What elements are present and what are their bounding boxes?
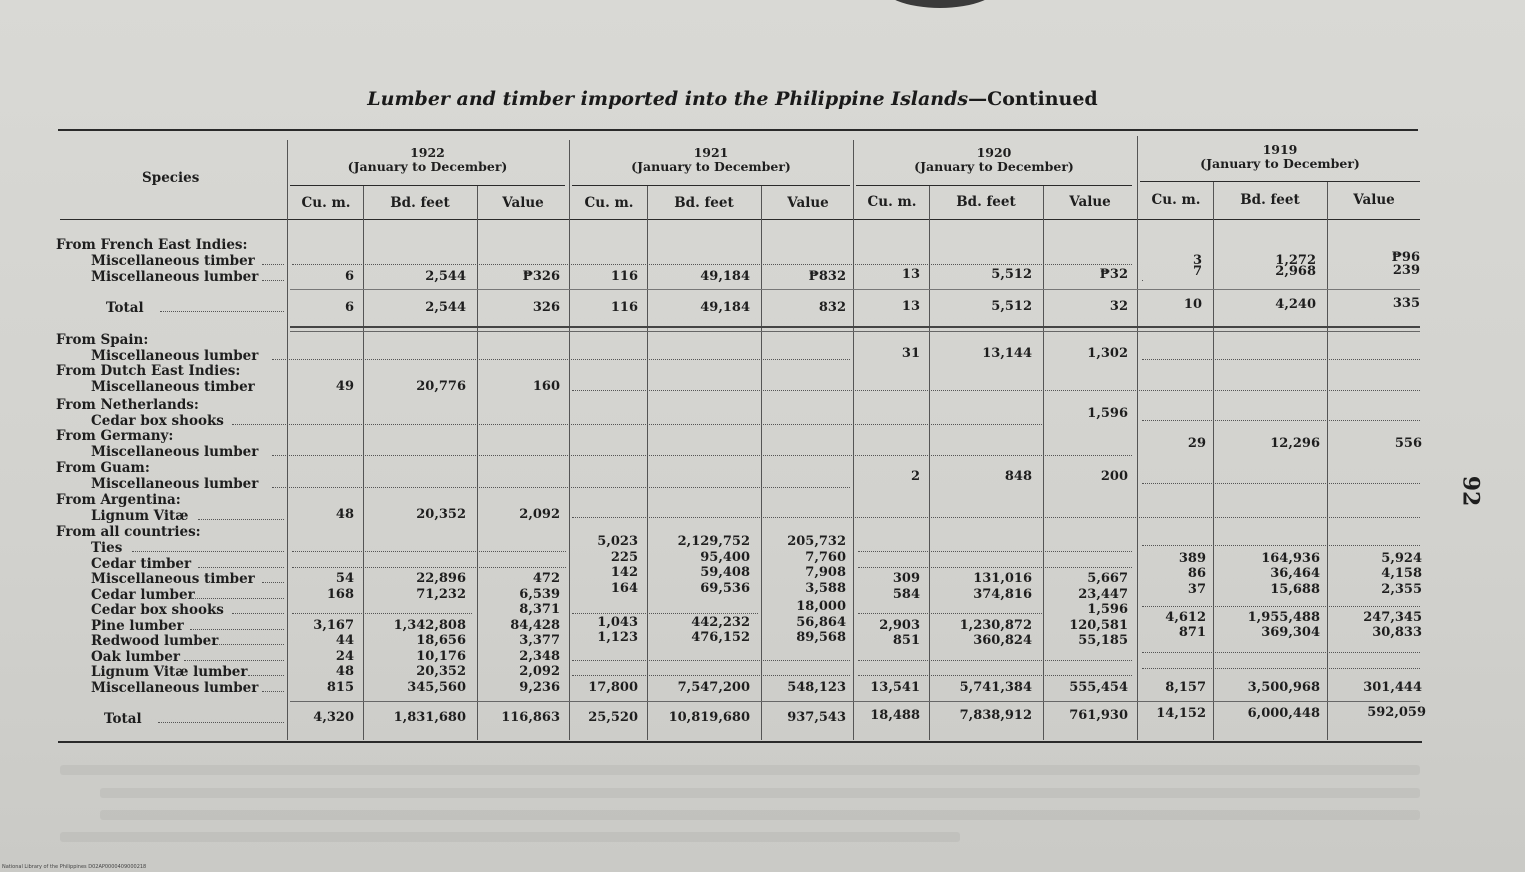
cell: 5,512	[991, 267, 1032, 282]
cell: 1,230,872	[959, 618, 1032, 633]
col-rule	[761, 186, 762, 740]
subhead-bd-1919: Bd. feet	[1240, 192, 1300, 208]
subhead-cu-1922: Cu. m.	[301, 195, 351, 211]
leader-dots	[132, 551, 284, 552]
cell: 4,612	[1165, 610, 1206, 625]
cell: 1,302	[1087, 346, 1128, 361]
cell: 84,428	[510, 618, 560, 633]
year-1920	[856, 146, 1132, 174]
leader-dots	[572, 675, 850, 676]
group-dutch: From Dutch East Indies:	[56, 363, 241, 379]
cell: 584	[892, 587, 920, 602]
leader-dots	[262, 280, 284, 281]
cell: 851	[892, 633, 920, 648]
col-rule	[569, 140, 570, 740]
cell: 4,240	[1275, 297, 1316, 312]
cell: 472	[532, 571, 560, 586]
leader-dots	[858, 551, 1132, 552]
leader-dots	[190, 598, 284, 599]
cell: 548,123	[787, 680, 846, 695]
cell: 54	[335, 571, 354, 586]
title-main: Lumber and timber imported into the Philippine Islands	[367, 88, 969, 110]
cell: 160	[532, 379, 560, 394]
cell: 120,581	[1069, 618, 1128, 633]
cell: 556	[1394, 436, 1422, 451]
cell: 142	[610, 565, 638, 580]
cell: 48	[335, 664, 354, 679]
row-label: Lignum Vitæ lumber	[91, 664, 248, 680]
cell: 2,544	[425, 269, 466, 284]
leader-dots	[292, 613, 472, 614]
cell: 7,547,200	[677, 680, 750, 695]
cell: 116	[610, 300, 638, 315]
cell: 13	[901, 299, 920, 314]
leader-dots	[858, 675, 1132, 676]
cell: 5,741,384	[959, 680, 1032, 695]
cell: 369,304	[1261, 625, 1320, 640]
leader-dots	[858, 613, 1044, 614]
subhead-bd-1920: Bd. feet	[956, 194, 1016, 210]
cell: 2,129,752	[677, 534, 750, 549]
row-label-total: Total	[106, 300, 144, 316]
cell: 6,000,448	[1247, 706, 1320, 721]
leader-dots	[858, 660, 1132, 661]
group-argentina: From Argentina:	[56, 492, 181, 508]
cell: 3	[1192, 253, 1202, 268]
leader-dots	[1142, 606, 1420, 607]
cell: 815	[326, 680, 354, 695]
year-1921	[572, 146, 850, 174]
cell: 2,968	[1275, 264, 1316, 279]
cell: 116,863	[501, 710, 560, 725]
row-label: Lignum Vitæ	[91, 508, 189, 524]
cell: 7,838,912	[959, 708, 1032, 723]
cell: ₱32	[1099, 267, 1128, 282]
cell: ₱832	[808, 269, 846, 284]
col-rule	[1213, 182, 1214, 740]
cell: 360,824	[973, 633, 1032, 648]
col-rule	[287, 140, 288, 740]
leader-dots	[1142, 420, 1420, 421]
cell: 832	[818, 300, 846, 315]
leader-dots	[248, 675, 284, 676]
row-label: Miscellaneous timber	[91, 253, 255, 269]
cell: 442,232	[691, 615, 750, 630]
leader-dots	[216, 644, 284, 645]
cell: 937,543	[787, 710, 846, 725]
cell: 200	[1100, 469, 1128, 484]
cell: 476,152	[691, 630, 750, 645]
cell: 5,023	[597, 534, 638, 549]
col-rule	[1043, 186, 1044, 740]
year-rule-1921	[572, 185, 850, 186]
table-title	[0, 88, 1465, 110]
cell: 44	[335, 633, 354, 648]
cell: 86	[1187, 566, 1206, 581]
cell: 3,167	[313, 618, 354, 633]
leader-dots	[262, 582, 284, 583]
cell: 5,667	[1087, 571, 1128, 586]
row-label: Cedar timber	[91, 556, 192, 572]
leader-dots	[262, 691, 284, 692]
col-rule	[647, 186, 648, 740]
cell: 18,488	[870, 708, 920, 723]
cell: 13	[901, 267, 920, 282]
cell: 15,688	[1270, 582, 1320, 597]
row-label: Miscellaneous timber	[91, 379, 255, 395]
leader-dots	[572, 390, 1420, 391]
leader-dots	[160, 311, 284, 312]
subhead-bd-1921: Bd. feet	[674, 195, 734, 211]
year-label: 1922	[410, 145, 445, 160]
cell: 164,936	[1261, 551, 1320, 566]
subhead-val-1919: Value	[1353, 192, 1395, 208]
cell: 49,184	[700, 269, 750, 284]
leader-dots	[1142, 280, 1143, 281]
leader-dots	[1142, 652, 1420, 653]
cell: 2,544	[425, 300, 466, 315]
row-label: Miscellaneous lumber	[91, 269, 259, 285]
cell: 10	[1183, 297, 1202, 312]
cell: 5,512	[991, 299, 1032, 314]
cell: 2,903	[879, 618, 920, 633]
cell: 761,930	[1069, 708, 1128, 723]
row-label: Miscellaneous lumber	[91, 476, 259, 492]
period-label: (January to December)	[1200, 156, 1360, 171]
cell: 247,345	[1363, 610, 1422, 625]
cell: 36,464	[1270, 566, 1320, 581]
cell: 6	[344, 300, 354, 315]
cell: 1,272	[1275, 253, 1316, 268]
group-french: From French East Indies:	[56, 237, 248, 253]
cell: 20,776	[416, 379, 466, 394]
cell: 3,588	[805, 581, 846, 596]
cell: 30,833	[1372, 625, 1422, 640]
row-label: Cedar lumber	[91, 587, 195, 603]
row-label: Cedar box shooks	[91, 413, 224, 429]
cell: 1,596	[1087, 602, 1128, 617]
year-1922	[290, 146, 565, 174]
row-label: Cedar box shooks	[91, 602, 224, 618]
col-rule	[1137, 136, 1138, 740]
cell: 168	[326, 587, 354, 602]
cell: 10,819,680	[668, 710, 750, 725]
subhead-val-1921: Value	[787, 195, 829, 211]
row-label: Miscellaneous lumber	[91, 680, 259, 696]
leader-dots	[184, 660, 284, 661]
col-rule	[1327, 182, 1328, 740]
cell: 20,352	[416, 507, 466, 522]
cell: 389	[1178, 551, 1206, 566]
row-label: Redwood lumber	[91, 633, 219, 649]
subhead-val-1920: Value	[1069, 194, 1111, 210]
leader-dots	[158, 722, 284, 723]
cell: 2,092	[519, 664, 560, 679]
cell: 89,568	[796, 630, 846, 645]
leader-dots	[190, 629, 284, 630]
cell: 345,560	[407, 680, 466, 695]
cell: 1,342,808	[393, 618, 466, 633]
row-label: Pine lumber	[91, 618, 184, 634]
bottom-rule	[58, 741, 1422, 743]
top-rule	[58, 129, 1418, 131]
subhead-cu-1920: Cu. m.	[867, 194, 917, 210]
group-all-countries: From all countries:	[56, 524, 201, 540]
cell: 2,348	[519, 649, 560, 664]
row-label: Miscellaneous lumber	[91, 348, 259, 364]
leader-dots	[858, 567, 1132, 568]
cell: 4,320	[313, 710, 354, 725]
cell: 56,864	[796, 615, 846, 630]
cell: 309	[892, 571, 920, 586]
row-label: Miscellaneous lumber	[91, 444, 259, 460]
subhead-cu-1921: Cu. m.	[584, 195, 634, 211]
leader-dots	[572, 517, 1420, 518]
cell: 6,539	[519, 587, 560, 602]
subhead-bd-1922: Bd. feet	[390, 195, 450, 211]
cell: 1,955,488	[1247, 610, 1320, 625]
leader-dots	[1142, 359, 1420, 360]
cell: 3,500,968	[1247, 680, 1320, 695]
cell: 871	[1178, 625, 1206, 640]
year-label: 1920	[976, 145, 1012, 160]
subtotal-rule	[290, 289, 1420, 290]
cell: 22,896	[416, 571, 466, 586]
cell: 20,352	[416, 664, 466, 679]
year-1919	[1140, 143, 1420, 171]
cell: 10,176	[416, 649, 466, 664]
cell: 7	[1192, 264, 1202, 279]
leader-dots	[232, 613, 284, 614]
leader-dots	[198, 567, 284, 568]
leader-dots	[292, 264, 1132, 265]
cell: 13,144	[982, 346, 1032, 361]
page-number: 92	[1457, 475, 1484, 507]
row-label: Miscellaneous timber	[91, 571, 255, 587]
cell: 7,908	[805, 565, 846, 580]
leader-dots	[1142, 668, 1420, 669]
cell: 9,236	[519, 680, 560, 695]
total-rule	[290, 701, 1420, 702]
cell: 7,760	[805, 550, 846, 565]
bleed-through	[100, 788, 1420, 798]
cell: 37	[1187, 582, 1206, 597]
cell: 116	[610, 269, 638, 284]
cell: 32	[1109, 299, 1128, 314]
cell: 12,296	[1270, 436, 1320, 451]
cell: 13,541	[870, 680, 920, 695]
cell: 59,408	[700, 565, 750, 580]
col-rule	[477, 186, 478, 740]
period-label: (January to December)	[631, 159, 791, 174]
cell: 5,924	[1381, 551, 1422, 566]
group-germany: From Germany:	[56, 428, 174, 444]
cell: 848	[1004, 469, 1032, 484]
group-guam: From Guam:	[56, 460, 150, 476]
bleed-through	[100, 810, 1420, 820]
group-spain: From Spain:	[56, 332, 149, 348]
subhead-val-1922: Value	[502, 195, 544, 211]
cell: 55,185	[1078, 633, 1128, 648]
cell: 1,123	[597, 630, 638, 645]
cell: 95,400	[700, 550, 750, 565]
cell: 239	[1392, 263, 1420, 278]
row-label: Oak lumber	[91, 649, 180, 665]
leader-dots	[272, 455, 1132, 456]
cell: 48	[335, 507, 354, 522]
cell: 71,232	[416, 587, 466, 602]
cell: 326	[532, 300, 560, 315]
bleed-through	[60, 765, 1420, 775]
bleed-through	[60, 832, 960, 842]
leader-dots	[572, 660, 850, 661]
group-netherlands: From Netherlands:	[56, 397, 199, 413]
cell: ₱326	[522, 269, 560, 284]
double-rule	[290, 326, 1420, 332]
cell: 23,447	[1078, 587, 1128, 602]
year-rule-1919	[1140, 181, 1420, 182]
cell: 374,816	[973, 587, 1032, 602]
cell: 69,536	[700, 581, 750, 596]
leader-dots	[232, 424, 1044, 425]
cell: 3,377	[519, 633, 560, 648]
subhead-cu-1919: Cu. m.	[1151, 192, 1201, 208]
cell: 8,157	[1165, 680, 1206, 695]
header-bottom-rule	[60, 219, 1420, 220]
leader-dots	[272, 359, 850, 360]
cell: ₱96	[1391, 250, 1420, 265]
cell: 1,043	[597, 615, 638, 630]
cell: 49	[335, 379, 354, 394]
year-label: 1921	[693, 145, 729, 160]
cell: 205,732	[787, 534, 846, 549]
leader-dots	[272, 487, 850, 488]
cell: 225	[610, 550, 638, 565]
cell: 18,656	[416, 633, 466, 648]
col-rule	[853, 140, 854, 740]
cell: 2	[910, 469, 920, 484]
ink-blot	[880, 0, 1000, 8]
cell: 17,800	[588, 680, 638, 695]
col-rule	[363, 186, 364, 740]
cell: 164	[610, 581, 638, 596]
archive-footer: National Library of the Philippines D02AP0000409000218	[2, 864, 147, 870]
col-rule	[929, 186, 930, 740]
cell: 131,016	[973, 571, 1032, 586]
cell: 8,371	[519, 602, 560, 617]
cell: 18,000	[796, 599, 846, 614]
cell: 31	[901, 346, 920, 361]
cell: 592,059	[1367, 705, 1426, 720]
leader-dots	[292, 567, 566, 568]
year-label: 1919	[1262, 142, 1298, 157]
cell: 1,831,680	[393, 710, 466, 725]
cell: 4,158	[1381, 566, 1422, 581]
leader-dots	[292, 551, 566, 552]
cell: 6	[344, 269, 354, 284]
species-header: Species	[142, 170, 200, 186]
cell: 2,092	[519, 507, 560, 522]
row-label: Ties	[91, 540, 123, 556]
year-rule-1920	[856, 185, 1132, 186]
period-label: (January to December)	[914, 159, 1074, 174]
cell: 1,596	[1087, 406, 1128, 421]
leader-dots	[572, 613, 758, 614]
cell: 49,184	[700, 300, 750, 315]
leader-dots	[198, 519, 284, 520]
row-label-grand-total: Total	[104, 711, 142, 727]
cell: 555,454	[1069, 680, 1128, 695]
cell: 335	[1392, 296, 1420, 311]
leader-dots	[262, 264, 284, 265]
cell: 25,520	[588, 710, 638, 725]
cell: 24	[335, 649, 354, 664]
cell: 14,152	[1156, 706, 1206, 721]
leader-dots	[1142, 483, 1420, 484]
period-label: (January to December)	[347, 159, 508, 174]
title-continued: —Continued	[968, 88, 1098, 110]
cell: 29	[1187, 436, 1206, 451]
cell: 2,355	[1381, 582, 1422, 597]
leader-dots	[1142, 545, 1420, 546]
year-rule-1922	[290, 185, 565, 186]
cell: 301,444	[1363, 680, 1422, 695]
